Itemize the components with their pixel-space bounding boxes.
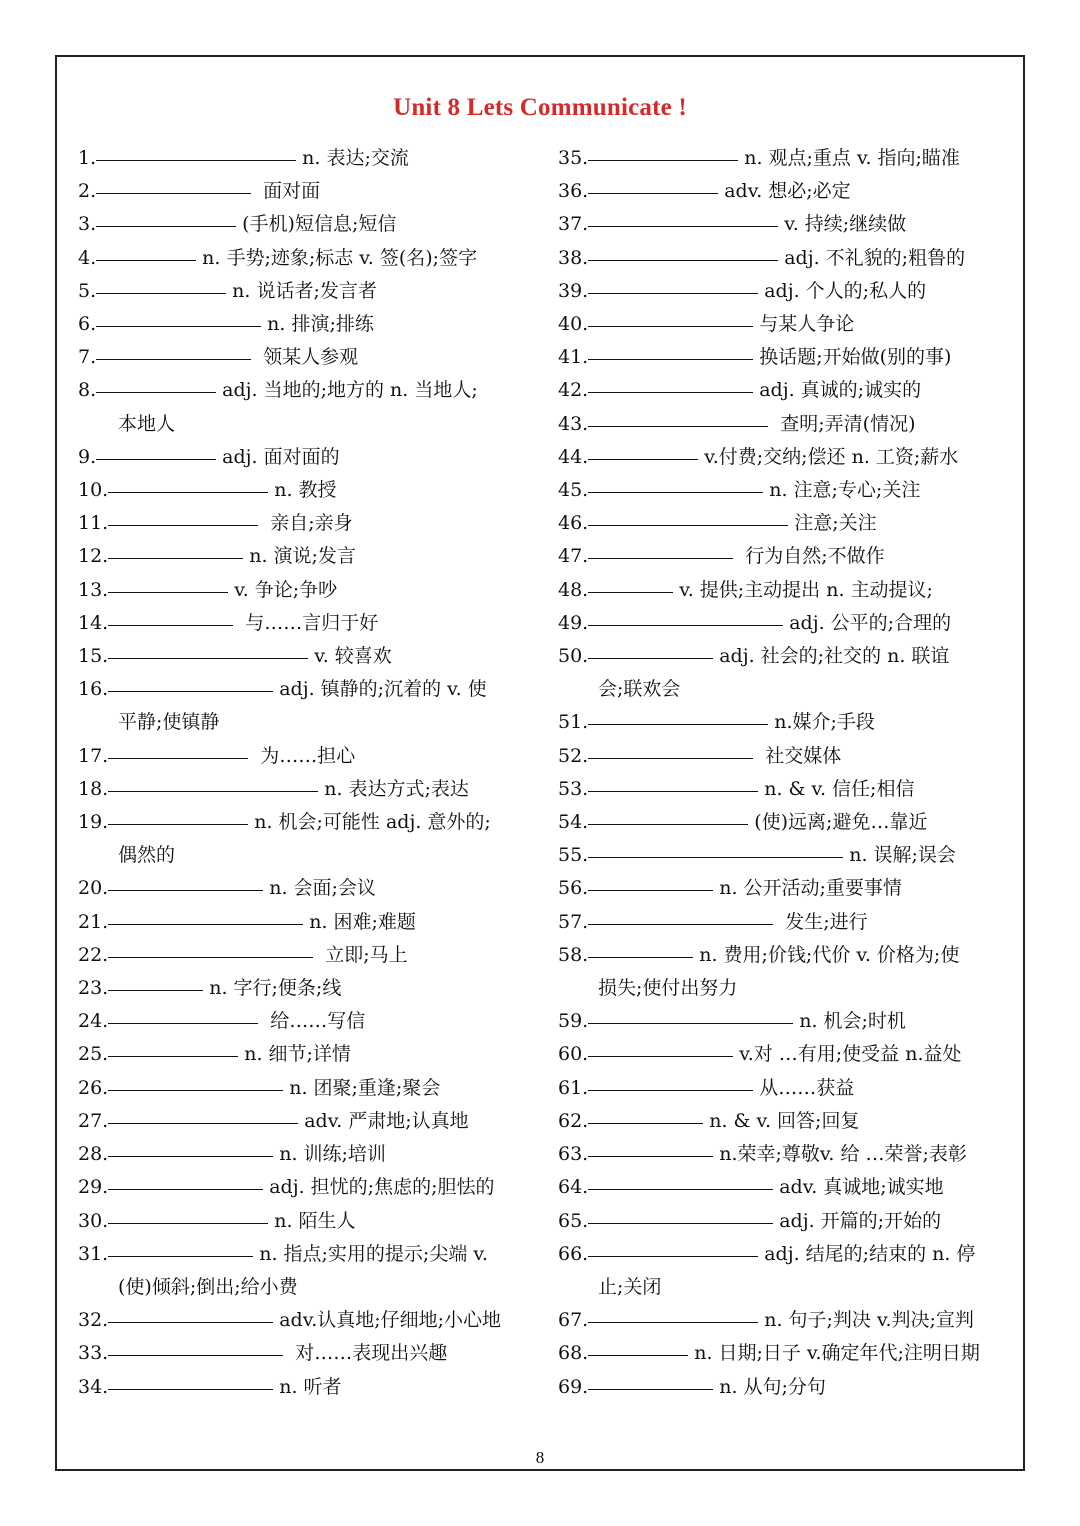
definition-text: adj. 真诚的;诚实的 (759, 379, 922, 402)
item-number: 5. (78, 279, 97, 302)
definition-text: n. 团聚;重逢;聚会 (289, 1076, 441, 1099)
vocab-item (78, 441, 526, 474)
definition-text: adj. 当地的;地方的 n. 当地人; (222, 379, 478, 402)
vocab-item (558, 474, 1003, 507)
definition-text: adv. 真诚地;诚实地 (779, 1176, 944, 1199)
answer-blank[interactable] (108, 791, 318, 792)
definition-text: adj. 镇静的;沉着的 v. 使 (279, 678, 487, 701)
item-number: 13. (78, 578, 109, 601)
vocab-item (78, 872, 526, 905)
vocab-item (558, 607, 1003, 640)
answer-blank[interactable] (108, 1156, 273, 1157)
definition-text: adj. 担忧的;焦虑的;胆怯的 (269, 1176, 495, 1199)
item-number: 60. (558, 1043, 589, 1066)
item-number: 35. (558, 147, 589, 169)
definition-text: n. 字行;便条;线 (209, 977, 342, 1000)
item-number: 20. (78, 877, 109, 900)
vocab-item (78, 507, 526, 540)
definition-text: adj. 面对面的 (222, 445, 340, 468)
answer-blank[interactable] (588, 459, 698, 460)
answer-blank[interactable] (96, 260, 196, 261)
item-number: 68. (558, 1342, 589, 1365)
vocab-item (78, 972, 526, 1005)
vocab-item (558, 773, 1003, 806)
answer-blank[interactable] (588, 160, 738, 161)
answer-blank[interactable] (108, 691, 273, 692)
answer-blank[interactable] (96, 160, 296, 161)
definition-text: 与某人争论 (759, 313, 855, 336)
definition-text: 面对面 (257, 180, 321, 203)
definition-text: v. 提供;主动提出 n. 主动提议; (679, 578, 933, 601)
answer-blank[interactable] (588, 392, 753, 393)
right-vocab-column (558, 142, 1003, 1404)
answer-blank[interactable] (96, 326, 261, 327)
answer-blank[interactable] (108, 1123, 298, 1124)
definition-text: n. 训练;培训 (279, 1143, 386, 1166)
vocab-item (558, 740, 1003, 773)
answer-blank[interactable] (96, 459, 216, 460)
vocab-item (558, 939, 1003, 972)
definition-text: n. 手势;迹象;标志 v. 签(名);签字 (202, 246, 478, 269)
definition-text: n. & v. 信任;相信 (764, 777, 915, 800)
item-number: 62. (558, 1109, 589, 1132)
item-number: 30. (78, 1209, 109, 1232)
definition-text: n. 陌生人 (274, 1209, 356, 1232)
answer-blank[interactable] (108, 824, 248, 825)
vocab-item (558, 208, 1003, 241)
definition-text: n. 困难;难题 (309, 910, 416, 933)
vocab-item (558, 1205, 1003, 1238)
vocab-item (558, 175, 1003, 208)
answer-blank[interactable] (588, 924, 773, 925)
item-number: 41. (558, 346, 589, 369)
answer-blank[interactable] (588, 359, 753, 360)
answer-blank[interactable] (108, 924, 303, 925)
item-number: 18. (78, 777, 109, 800)
vocab-item (558, 142, 1003, 175)
definition-text: 对……表现出兴趣 (289, 1342, 448, 1365)
definition-continuation: 止;关闭 (598, 1275, 662, 1298)
answer-blank[interactable] (588, 226, 778, 227)
definition-text: adv. 严肃地;认真地 (304, 1109, 469, 1132)
vocab-item (78, 1238, 526, 1271)
vocab-item (558, 1304, 1003, 1337)
answer-blank[interactable] (588, 1389, 713, 1390)
definition-continuation: 损失;使付出努力 (598, 977, 738, 1000)
item-number: 15. (78, 645, 109, 668)
item-number: 36. (558, 180, 589, 203)
answer-blank[interactable] (108, 1256, 253, 1257)
answer-blank[interactable] (588, 957, 693, 958)
answer-blank[interactable] (96, 293, 226, 294)
vocab-item (78, 906, 526, 939)
item-number: 59. (558, 1010, 589, 1033)
item-number: 44. (558, 445, 589, 468)
vocab-item (558, 1038, 1003, 1071)
definition-text: n. 误解;误会 (849, 844, 956, 867)
definition-text: n. 机会;可能性 adj. 意外的; (254, 811, 491, 834)
answer-blank[interactable] (588, 724, 768, 725)
item-number: 54. (558, 811, 589, 834)
answer-blank[interactable] (588, 492, 763, 493)
vocab-item (558, 872, 1003, 905)
vocab-item (78, 640, 526, 673)
answer-blank[interactable] (108, 1355, 283, 1356)
item-number: 24. (78, 1010, 109, 1033)
vocab-item (558, 374, 1003, 407)
vocab-item (558, 308, 1003, 341)
vocab-item (558, 1171, 1003, 1204)
page-number: 8 (535, 1448, 545, 1467)
vocab-item (558, 1337, 1003, 1370)
item-number: 40. (558, 313, 589, 336)
answer-blank[interactable] (108, 492, 268, 493)
vocab-item (78, 474, 526, 507)
vocab-item (78, 806, 526, 839)
definition-text: v. 争论;争吵 (234, 578, 338, 601)
item-number: 29. (78, 1176, 109, 1199)
vocab-item (78, 341, 526, 374)
definition-text: 领某人参观 (257, 346, 359, 369)
definition-text: n. 细节;详情 (244, 1043, 351, 1066)
definition-text: n. & v. 回答;回复 (709, 1109, 860, 1132)
definition-text: n. 日期;日子 v.确定年代;注明日期 (694, 1342, 980, 1365)
definition-text: v.付费;交纳;偿还 n. 工资;薪水 (704, 445, 959, 468)
definition-text: 换话题;开始做(别的事) (759, 346, 952, 369)
definition-text: n. 演说;发言 (249, 545, 356, 568)
vocab-item (78, 142, 526, 175)
answer-blank[interactable] (108, 1322, 273, 1323)
definition-text: n. 机会;时机 (799, 1010, 906, 1033)
vocab-item (558, 906, 1003, 939)
answer-blank[interactable] (108, 1056, 238, 1057)
answer-blank[interactable] (108, 990, 203, 991)
definition-text: 发生;进行 (779, 910, 868, 933)
definition-text: adj. 开篇的;开始的 (779, 1209, 942, 1232)
definition-continuation: 会;联欢会 (598, 678, 681, 701)
definition-text: adj. 社会的;社交的 n. 联谊 (719, 645, 950, 668)
answer-blank[interactable] (588, 1156, 713, 1157)
vocab-item (558, 1238, 1003, 1271)
vocab-item (558, 408, 1003, 441)
item-number: 33. (78, 1342, 109, 1365)
answer-blank[interactable] (108, 1389, 273, 1390)
answer-blank[interactable] (588, 824, 748, 825)
answer-blank[interactable] (588, 658, 713, 659)
vocab-item (78, 740, 526, 773)
item-number: 67. (558, 1309, 589, 1332)
item-number: 53. (558, 777, 589, 800)
answer-blank[interactable] (588, 1256, 758, 1257)
answer-blank[interactable] (108, 658, 308, 659)
answer-blank[interactable] (108, 525, 258, 526)
answer-blank[interactable] (108, 1023, 258, 1024)
vocab-item (558, 1105, 1003, 1138)
answer-blank[interactable] (588, 1090, 753, 1091)
item-number: 45. (558, 479, 589, 502)
vocab-item (78, 1304, 526, 1337)
item-number: 32. (78, 1309, 109, 1332)
item-number: 48. (558, 578, 589, 601)
answer-blank[interactable] (108, 592, 228, 593)
definition-text: 立即;马上 (319, 943, 408, 966)
vocab-item (78, 242, 526, 275)
definition-text: adj. 公平的;合理的 (789, 611, 952, 634)
definition-text: n. 公开活动;重要事情 (719, 877, 902, 900)
answer-blank[interactable] (588, 1023, 793, 1024)
vocab-item (78, 1072, 526, 1105)
definition-text: 行为自然;不做作 (739, 545, 885, 568)
item-number: 11. (78, 512, 109, 535)
definition-text: (使)远离;避免…靠近 (754, 811, 928, 834)
answer-blank[interactable] (588, 525, 788, 526)
definition-text: n. 会面;会议 (269, 877, 376, 900)
answer-blank[interactable] (588, 1322, 758, 1323)
vocab-item (78, 1105, 526, 1138)
definition-text: n. 指点;实用的提示;尖端 v. (259, 1242, 488, 1265)
item-number: 21. (78, 910, 109, 933)
item-number: 63. (558, 1143, 589, 1166)
definition-text: n. 句子;判决 v.判决;宣判 (764, 1309, 974, 1332)
answer-blank[interactable] (96, 392, 216, 393)
answer-blank[interactable] (588, 1223, 773, 1224)
vocab-item (558, 706, 1003, 739)
definition-text: 社交媒体 (759, 744, 842, 767)
item-number: 7. (78, 346, 97, 369)
vocab-item (78, 574, 526, 607)
definition-text: v. 较喜欢 (314, 645, 392, 668)
vocab-item (78, 673, 526, 706)
vocab-item (558, 242, 1003, 275)
item-number: 51. (558, 711, 589, 734)
item-number: 22. (78, 943, 109, 966)
page-title: Unit 8 Lets Communicate ! (393, 94, 687, 121)
definition-text: adj. 个人的;私人的 (764, 279, 927, 302)
item-number: 23. (78, 977, 109, 1000)
vocab-item (78, 275, 526, 308)
definition-text: n. 说话者;发言者 (232, 279, 377, 302)
answer-blank[interactable] (588, 758, 753, 759)
definition-text: adj. 不礼貌的;粗鲁的 (784, 246, 966, 269)
answer-blank[interactable] (588, 1189, 773, 1190)
definition-text: n. 观点;重点 v. 指向;瞄准 (744, 147, 960, 169)
definition-text: 与……言归于好 (239, 611, 379, 634)
definition-text: n. 费用;价钱;代价 v. 价格为;使 (699, 943, 960, 966)
item-number: 27. (78, 1109, 109, 1132)
vocab-item (558, 806, 1003, 839)
definition-continuation: 偶然的 (118, 844, 176, 867)
answer-blank[interactable] (108, 758, 248, 759)
item-number: 4. (78, 246, 97, 269)
item-number: 52. (558, 744, 589, 767)
definition-text: v.对 …有用;使受益 n.益处 (739, 1043, 962, 1066)
item-number: 38. (558, 246, 589, 269)
definition-text: 查明;弄清(情况) (774, 412, 916, 435)
vocab-item (558, 574, 1003, 607)
definition-text: n. 表达方式;表达 (324, 777, 469, 800)
answer-blank[interactable] (588, 426, 768, 427)
definition-text: n. 排演;排练 (267, 313, 374, 336)
answer-blank[interactable] (108, 957, 313, 958)
definition-text: n. 教授 (274, 479, 337, 502)
answer-blank[interactable] (96, 359, 251, 360)
answer-blank[interactable] (588, 260, 778, 261)
vocab-item (558, 839, 1003, 872)
definition-text: 注意;关注 (794, 512, 877, 535)
definition-text: 给……写信 (264, 1010, 366, 1033)
vocab-item (78, 175, 526, 208)
vocab-item (558, 1072, 1003, 1105)
answer-blank[interactable] (108, 558, 243, 559)
vocab-item (78, 208, 526, 241)
item-number: 55. (558, 844, 589, 867)
item-number: 61. (558, 1076, 589, 1099)
definition-text: n. 听者 (279, 1375, 342, 1398)
definition-text: n. 注意;专心;关注 (769, 479, 921, 502)
answer-blank[interactable] (96, 226, 236, 227)
definition-continuation: 平静;使镇静 (118, 711, 220, 734)
vocab-item (558, 507, 1003, 540)
vocab-item (558, 341, 1003, 374)
answer-blank[interactable] (588, 890, 713, 891)
item-number: 28. (78, 1143, 109, 1166)
item-number: 26. (78, 1076, 109, 1099)
item-number: 46. (558, 512, 589, 535)
vocab-item (558, 1371, 1003, 1404)
vocab-item (78, 1171, 526, 1204)
answer-blank[interactable] (588, 625, 783, 626)
vocab-item (78, 308, 526, 341)
item-number: 37. (558, 213, 589, 236)
item-number: 50. (558, 645, 589, 668)
item-number: 65. (558, 1209, 589, 1232)
vocab-item (78, 1038, 526, 1071)
item-number: 2. (78, 180, 97, 203)
definition-text: v. 持续;继续做 (784, 213, 907, 236)
definition-text: (手机)短信息;短信 (242, 213, 397, 236)
item-number: 47. (558, 545, 589, 568)
item-number: 10. (78, 479, 109, 502)
definition-text: n.荣幸;尊敬v. 给 …荣誉;表彰 (719, 1143, 967, 1166)
vocab-item (558, 1005, 1003, 1038)
vocab-item (78, 1371, 526, 1404)
definition-text: 为……担心 (254, 744, 356, 767)
vocab-item (558, 1138, 1003, 1171)
vocab-item (558, 540, 1003, 573)
item-number: 3. (78, 213, 97, 236)
vocab-item (78, 1005, 526, 1038)
item-number: 16. (78, 678, 109, 701)
item-number: 8. (78, 379, 97, 402)
item-number: 12. (78, 545, 109, 568)
answer-blank[interactable] (588, 558, 733, 559)
vocab-item (78, 607, 526, 640)
vocab-item (558, 640, 1003, 673)
vocab-item (78, 773, 526, 806)
item-number: 31. (78, 1242, 109, 1265)
vocab-item (78, 1138, 526, 1171)
item-number: 69. (558, 1375, 589, 1398)
item-number: 66. (558, 1242, 589, 1265)
item-number: 14. (78, 611, 109, 634)
answer-blank[interactable] (108, 1090, 283, 1091)
answer-blank[interactable] (588, 791, 758, 792)
item-number: 25. (78, 1043, 109, 1066)
item-number: 19. (78, 811, 109, 834)
item-number: 1. (78, 147, 97, 169)
answer-blank[interactable] (588, 1123, 703, 1124)
item-number: 6. (78, 313, 97, 336)
answer-blank[interactable] (108, 890, 263, 891)
item-number: 64. (558, 1176, 589, 1199)
definition-text: n. 表达;交流 (302, 147, 409, 169)
vocab-item (558, 441, 1003, 474)
left-vocab-column (78, 142, 526, 1404)
vocab-item (78, 540, 526, 573)
vocab-item (78, 374, 526, 407)
item-number: 9. (78, 445, 97, 468)
answer-blank[interactable] (108, 1189, 263, 1190)
item-number: 34. (78, 1375, 109, 1398)
answer-blank[interactable] (108, 625, 233, 626)
definition-text: 从……获益 (759, 1076, 855, 1099)
answer-blank[interactable] (588, 1355, 688, 1356)
item-number: 17. (78, 744, 109, 767)
item-number: 43. (558, 412, 589, 435)
item-number: 49. (558, 611, 589, 634)
answer-blank[interactable] (588, 326, 753, 327)
vocab-item (78, 1205, 526, 1238)
item-number: 39. (558, 279, 589, 302)
vocab-item (78, 939, 526, 972)
item-number: 57. (558, 910, 589, 933)
item-number: 42. (558, 379, 589, 402)
answer-blank[interactable] (108, 1223, 268, 1224)
answer-blank[interactable] (96, 193, 251, 194)
definition-text: n. 从句;分句 (719, 1375, 826, 1398)
item-number: 58. (558, 943, 589, 966)
answer-blank[interactable] (588, 1056, 733, 1057)
answer-blank[interactable] (588, 592, 673, 593)
definition-continuation: 本地人 (118, 412, 176, 435)
definition-text: adv. 想必;必定 (724, 180, 851, 203)
definition-text: n.媒介;手段 (774, 711, 875, 734)
definition-text: adv.认真地;仔细地;小心地 (279, 1309, 502, 1332)
answer-blank[interactable] (588, 193, 718, 194)
vocab-item (558, 275, 1003, 308)
definition-text: adj. 结尾的;结束的 n. 停 (764, 1242, 976, 1265)
answer-blank[interactable] (588, 857, 843, 858)
answer-blank[interactable] (588, 293, 758, 294)
item-number: 56. (558, 877, 589, 900)
definition-text: 亲自;亲身 (264, 512, 353, 535)
definition-continuation: (使)倾斜;倒出;给小费 (118, 1275, 298, 1298)
vocab-item (78, 1337, 526, 1370)
